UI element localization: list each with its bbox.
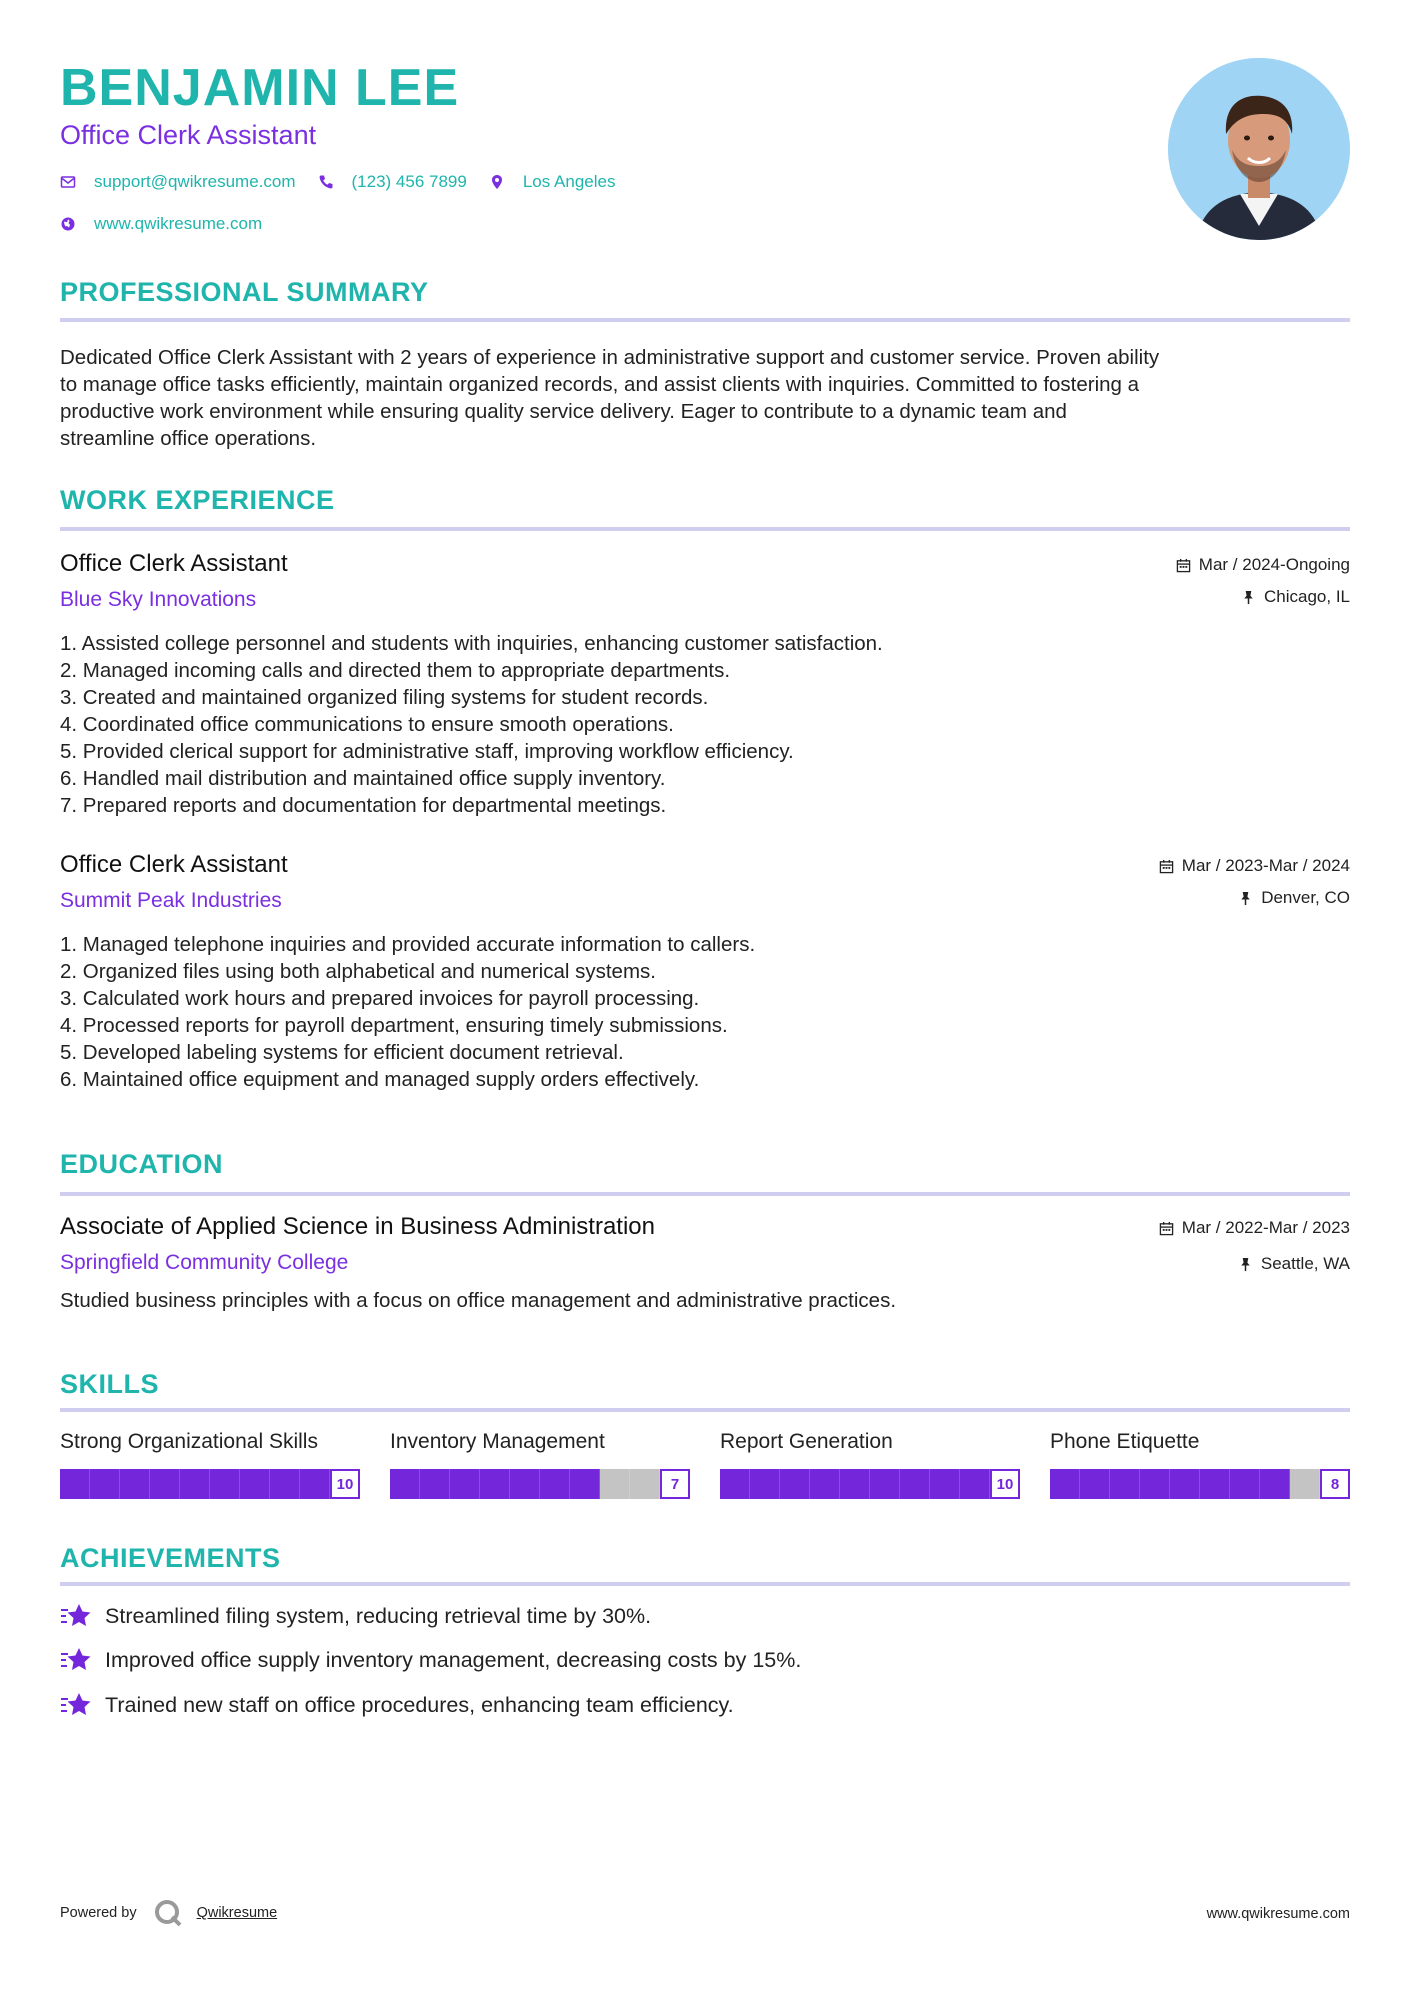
skill-bar [390, 1469, 690, 1499]
skill-segment [1230, 1469, 1260, 1499]
skill-segment [1110, 1469, 1140, 1499]
summary-line: Dedicated Office Clerk Assistant with 2 years of experience in administrative support and customer service. Proven ability [60, 346, 1160, 369]
skill-segment [1080, 1469, 1110, 1499]
skills-divider [60, 1408, 1350, 1412]
skill-segment [840, 1469, 870, 1499]
education-divider [60, 1192, 1350, 1196]
list-item: 6. Maintained office equipment and managed supply orders effectively. [60, 1068, 700, 1091]
achievement-text: Streamlined filing system, reducing retrieval time by 30%. [105, 1603, 652, 1628]
job-company: Blue Sky Innovations [60, 588, 257, 611]
skill-bar [1050, 1469, 1350, 1499]
skill-segment [630, 1469, 660, 1499]
list-item: 5. Provided clerical support for administrative staff, improving workflow efficiency. [60, 740, 794, 763]
skill-name: Strong Organizational Skills [60, 1430, 318, 1453]
star-icon [60, 1602, 92, 1630]
skill-segment [810, 1469, 840, 1499]
contact-website[interactable] [60, 214, 262, 234]
education-date [1159, 1218, 1350, 1238]
skill-segment [540, 1469, 570, 1499]
skill-name: Phone Etiquette [1050, 1430, 1200, 1453]
job-location-text: Denver, CO [1261, 888, 1350, 907]
job-location [1241, 587, 1350, 607]
achievement-text: Trained new staff on office procedures, enhancing team efficiency. [105, 1692, 734, 1717]
skill-bar [720, 1469, 1020, 1499]
achievements-heading: ACHIEVEMENTS [60, 1543, 281, 1573]
list-item: 7. Prepared reports and documentation for departmental meetings. [60, 794, 667, 817]
resume-page [60, 0, 1350, 1990]
skill-segment [1200, 1469, 1230, 1499]
profile-photo [1168, 58, 1350, 240]
contact-location [489, 172, 616, 192]
skill-score: 8 [1320, 1469, 1350, 1499]
achievement-item [60, 1602, 651, 1630]
pushpin-icon [1238, 891, 1253, 906]
skill-score: 10 [330, 1469, 360, 1499]
footer-website[interactable]: www.qwikresume.com [1206, 1906, 1350, 1922]
skill-segment [1140, 1469, 1170, 1499]
list-item: 2. Organized files using both alphabetical and numerical systems. [60, 960, 656, 983]
skill-segment [1260, 1469, 1290, 1499]
skill-name: Report Generation [720, 1430, 893, 1453]
star-icon [60, 1646, 92, 1674]
contact-email[interactable] [60, 172, 296, 192]
summary-divider [60, 318, 1350, 322]
education-location [1238, 1254, 1350, 1274]
achievement-item [60, 1691, 734, 1719]
school: Springfield Community College [60, 1251, 349, 1274]
summary-line: streamline office operations. [60, 427, 317, 450]
skill-segment [120, 1469, 150, 1499]
skill-segment [270, 1469, 300, 1499]
experience-heading: WORK EXPERIENCE [60, 485, 335, 515]
skill-segment [150, 1469, 180, 1499]
experience-divider [60, 527, 1350, 531]
skill-segment [480, 1469, 510, 1499]
footer-powered-by [60, 1898, 277, 1928]
skill-segment [510, 1469, 540, 1499]
skill-segment [750, 1469, 780, 1499]
skill-segment [930, 1469, 960, 1499]
skill-segment [570, 1469, 600, 1499]
skill-score: 7 [660, 1469, 690, 1499]
candidate-name: BENJAMIN LEE [60, 59, 460, 117]
education-heading: EDUCATION [60, 1149, 223, 1179]
pushpin-icon [1241, 590, 1256, 605]
skill-segment [870, 1469, 900, 1499]
summary-heading: PROFESSIONAL SUMMARY [60, 277, 429, 307]
job-role: Office Clerk Assistant [60, 550, 288, 577]
summary-line: to manage office tasks efficiently, maintain organized records, and assist clients with inquiries. Committed to fostering a [60, 373, 1140, 396]
list-item: 3. Created and maintained organized filing systems for student records. [60, 686, 709, 709]
skill-bar [60, 1469, 360, 1499]
job-bullets [60, 931, 755, 1093]
qwikresume-link[interactable]: Qwikresume [196, 1905, 278, 1921]
list-item: 1. Assisted college personnel and students with inquiries, enhancing customer satisfaction. [60, 632, 883, 655]
list-item: 1. Managed telephone inquiries and provided accurate information to callers. [60, 933, 756, 956]
skill-segment [420, 1469, 450, 1499]
skill-name: Inventory Management [390, 1430, 605, 1453]
pushpin-icon [1238, 1257, 1253, 1272]
calendar-icon [1159, 859, 1174, 874]
skills-heading: SKILLS [60, 1369, 160, 1399]
skill-segment [240, 1469, 270, 1499]
achievement-item [60, 1646, 801, 1674]
achievement-text: Improved office supply inventory management, decreasing costs by 15%. [105, 1647, 802, 1672]
powered-by-label: Powered by [60, 1905, 137, 1921]
list-item: 4. Processed reports for payroll department, ensuring timely submissions. [60, 1014, 728, 1037]
skill-segment [180, 1469, 210, 1499]
skill-segment [450, 1469, 480, 1499]
job-location-text: Chicago, IL [1264, 587, 1350, 606]
education-location-text: Seattle, WA [1260, 1254, 1350, 1273]
list-item: 2. Managed incoming calls and directed them to appropriate departments. [60, 659, 731, 682]
education-date-text: Mar / 2022-Mar / 2023 [1181, 1218, 1350, 1237]
summary-line: productive work environment while ensuring quality service delivery. Eager to contribute to a dynamic team and [60, 400, 1067, 423]
skill-segment [1290, 1469, 1320, 1499]
skill-segment [1170, 1469, 1200, 1499]
phone-icon [318, 174, 334, 190]
skill-segment [720, 1469, 750, 1499]
qwikresume-logo-icon [153, 1898, 183, 1928]
summary-text [60, 344, 1350, 452]
list-item: 6. Handled mail distribution and maintained office supply inventory. [60, 767, 666, 790]
email-icon [60, 174, 76, 190]
skill-segment [960, 1469, 990, 1499]
education-description: Studied business principles with a focus on office management and administrative practices. [60, 1289, 897, 1312]
location-pin-icon [489, 174, 505, 190]
avatar-illustration [1168, 58, 1350, 240]
skill-segment [1050, 1469, 1080, 1499]
skill-score: 10 [990, 1469, 1020, 1499]
list-item: 4. Coordinated office communications to ensure smooth operations. [60, 713, 674, 736]
location-text: Los Angeles [522, 172, 616, 191]
skill-segment [390, 1469, 420, 1499]
calendar-icon [1159, 1221, 1174, 1236]
skill-segment [210, 1469, 240, 1499]
skill-segment [300, 1469, 330, 1499]
job-bullets [60, 630, 883, 819]
list-item: 3. Calculated work hours and prepared invoices for payroll processing. [60, 987, 700, 1010]
candidate-title: Office Clerk Assistant [60, 120, 317, 150]
skill-segment [90, 1469, 120, 1499]
job-company: Summit Peak Industries [60, 889, 282, 912]
job-date [1159, 856, 1350, 876]
contact-phone[interactable] [318, 172, 467, 192]
skill-segment [900, 1469, 930, 1499]
phone-text: (123) 456 7899 [351, 172, 467, 191]
star-icon [60, 1691, 92, 1719]
job-date-text: Mar / 2024-Ongoing [1198, 555, 1350, 574]
email-text: support@qwikresume.com [94, 172, 296, 191]
calendar-icon [1176, 558, 1191, 573]
skill-segment [600, 1469, 630, 1499]
job-date [1176, 555, 1350, 575]
globe-icon [60, 216, 76, 232]
degree: Associate of Applied Science in Business Administration [60, 1213, 655, 1240]
skill-segment [780, 1469, 810, 1499]
skill-segment [60, 1469, 90, 1499]
job-location [1238, 888, 1350, 908]
list-item: 5. Developed labeling systems for efficient document retrieval. [60, 1041, 624, 1064]
job-date-text: Mar / 2023-Mar / 2024 [1181, 856, 1350, 875]
achievements-divider [60, 1582, 1350, 1586]
job-role: Office Clerk Assistant [60, 851, 288, 878]
website-text: www.qwikresume.com [94, 214, 263, 233]
